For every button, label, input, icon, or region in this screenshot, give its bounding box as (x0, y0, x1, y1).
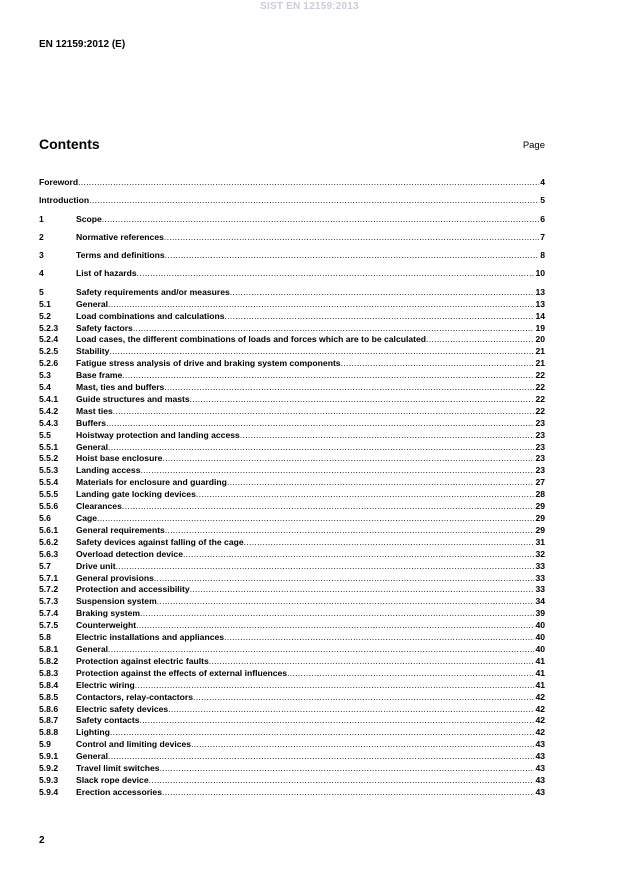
toc-entry-number: 2 (39, 231, 44, 242)
dot-leader (122, 501, 535, 513)
toc-entry[interactable] (39, 787, 545, 799)
toc-entry[interactable] (39, 232, 545, 244)
toc-entry-page: 22 (535, 393, 545, 404)
toc-entry-page: 42 (535, 727, 545, 738)
toc-entry-page: 41 (535, 679, 545, 690)
toc-entry[interactable] (39, 268, 545, 280)
toc-entry-title: Suspension system (76, 596, 157, 607)
toc-entry[interactable] (39, 704, 545, 716)
dot-leader (341, 358, 535, 370)
toc-entry-title: Safety requirements and/or measures (76, 286, 230, 297)
toc-entry-page: 39 (535, 608, 545, 619)
dot-leader (110, 727, 535, 739)
toc-entry-page: 34 (535, 596, 545, 607)
toc-entry-title: Foreword (39, 177, 79, 187)
toc-entry[interactable] (39, 561, 545, 573)
dot-leader (209, 656, 535, 668)
toc-entry-title: General (76, 298, 109, 309)
toc-entry[interactable] (39, 370, 545, 382)
toc-entry-page: 33 (535, 584, 545, 595)
toc-entry[interactable] (39, 406, 545, 418)
toc-entry-number: 5.5.3 (39, 465, 59, 476)
toc-entry-page: 41 (535, 667, 545, 678)
dot-leader (108, 442, 534, 454)
dot-leader (149, 775, 535, 787)
dot-leader (122, 370, 534, 382)
toc-entry-number: 5.7.3 (39, 596, 59, 607)
page-number: 2 (39, 835, 45, 846)
toc-entry-number: 5.5.4 (39, 477, 59, 488)
toc-entry-title: Load combinations and calculations (76, 310, 225, 321)
toc-entry[interactable] (39, 632, 545, 644)
toc-entry-title: Terms and definitions (76, 250, 165, 261)
toc-entry-page: 42 (535, 703, 545, 714)
toc-entry-number: 5.8.4 (39, 679, 59, 690)
toc-entry-number: 5.2.5 (39, 346, 59, 357)
dot-leader (190, 394, 535, 406)
toc-entry-page: 40 (535, 643, 545, 654)
toc-entry-title: General (76, 643, 109, 654)
toc-entry-number: 5.7.1 (39, 572, 59, 583)
toc-entry[interactable] (39, 250, 545, 262)
toc-entry-title: Lighting (76, 727, 110, 738)
toc-entry-page: 28 (535, 489, 545, 500)
toc-entry-title: Cage (76, 513, 98, 523)
toc-entry-page: 40 (535, 632, 545, 643)
toc-entry-number: 5.2.3 (39, 322, 59, 333)
toc-entry-number: 5.7.4 (39, 608, 59, 619)
toc-entry-number: 5.3 (39, 370, 51, 381)
toc-entry-number: 5.9.2 (39, 763, 59, 774)
toc-entry-page: 13 (535, 298, 545, 309)
dot-leader (168, 704, 534, 716)
toc-entry-title: Clearances (76, 501, 122, 512)
toc-entry-number: 5.4.3 (39, 417, 59, 428)
dot-leader (137, 268, 535, 280)
toc-entry-number: 5.9.4 (39, 786, 59, 797)
toc-entry-page: 8 (540, 250, 545, 261)
dot-leader (225, 311, 535, 323)
dot-leader (135, 680, 535, 692)
toc-entry-title: Protection against the effects of external influences (76, 667, 288, 678)
dot-leader (116, 561, 535, 573)
toc-entry[interactable] (39, 763, 545, 775)
toc-entry-page: 23 (535, 429, 545, 440)
toc-entry[interactable] (39, 465, 545, 477)
toc-entry-title: Load cases, the different combinations of loads and forces which are to be calculated (76, 334, 427, 345)
toc-entry-title: Introduction (39, 195, 90, 206)
toc-entry[interactable] (39, 751, 545, 763)
dot-leader (140, 608, 534, 620)
dot-leader (106, 418, 534, 430)
toc-entry-title: General requirements (76, 524, 165, 535)
toc-entry-page: 33 (535, 572, 545, 583)
watermark: SIST EN 12159:2013 (260, 1, 359, 12)
toc-entry-title: Electric installations and appliances (76, 632, 225, 643)
toc-entry[interactable] (39, 608, 545, 620)
toc-entry-number: 3 (39, 250, 44, 261)
dot-leader (162, 787, 534, 799)
toc-entry[interactable] (39, 668, 545, 680)
dot-leader (164, 382, 534, 394)
toc-entry[interactable] (39, 442, 545, 454)
toc-entry-number: 5.2.6 (39, 358, 59, 369)
toc-entry-number: 5.8.7 (39, 715, 59, 726)
toc-entry-title: Hoistway protection and landing access (76, 429, 240, 440)
page-column-label: Page (522, 140, 545, 151)
toc-entry-number: 5.8.1 (39, 643, 59, 654)
dot-leader (102, 214, 539, 226)
toc-entry[interactable] (39, 739, 545, 751)
toc-entry-title: Electric wiring (76, 679, 135, 690)
toc-entry[interactable] (39, 692, 545, 704)
toc-entry[interactable] (39, 537, 545, 549)
toc-entry-number: 5.5.5 (39, 489, 59, 500)
toc-entry[interactable] (39, 775, 545, 787)
toc-entry-title: Base frame (76, 370, 123, 381)
toc-entry[interactable] (39, 287, 545, 299)
dot-leader (108, 644, 534, 656)
toc-entry-title: Control and limiting devices (76, 739, 192, 750)
dot-leader (287, 668, 534, 680)
dot-leader (140, 465, 534, 477)
dot-leader (140, 715, 535, 727)
toc-entry-title: Stability (76, 346, 110, 357)
toc-entry-page: 23 (535, 441, 545, 452)
toc-entry[interactable] (39, 195, 545, 207)
toc-entry-page: 31 (535, 536, 545, 547)
toc-entry-page: 27 (535, 477, 545, 488)
toc-entry-number: 5.7.2 (39, 584, 59, 595)
toc-entry-number: 5.5.2 (39, 453, 59, 464)
toc-entry-number: 5.2 (39, 310, 51, 321)
toc-entry-title: Electric safety devices (76, 703, 169, 714)
toc-entry[interactable] (39, 430, 545, 442)
toc-entry-number: 1 (39, 213, 44, 224)
dot-leader (109, 346, 534, 358)
toc-entry-number: 5.4.2 (39, 405, 59, 416)
toc-entry[interactable] (39, 177, 545, 189)
toc-entry-page: 43 (535, 739, 545, 750)
dot-leader (157, 596, 535, 608)
toc-entry-page: 6 (540, 213, 545, 224)
dot-leader (426, 334, 534, 346)
toc-entry-number: 5.4 (39, 382, 51, 393)
toc-entry-title: Protection against electric faults (76, 655, 209, 666)
toc-entry-number: 5.5.1 (39, 441, 59, 452)
toc-entry-page: 22 (535, 405, 545, 416)
dot-leader (113, 406, 535, 418)
toc-entry[interactable] (39, 394, 545, 406)
toc-entry-title: Normative references (76, 231, 164, 242)
dot-leader (165, 525, 535, 537)
toc-entry-page: 10 (535, 268, 545, 279)
toc-entry-title: Counterweight (76, 620, 137, 631)
toc-entry-page: 43 (535, 786, 545, 797)
toc-entry-number: 5.6.1 (39, 524, 59, 535)
toc-entry-page: 29 (535, 513, 545, 523)
toc-entry-title: Protection and accessibility (76, 584, 190, 595)
toc-entry-title: Safety devices against falling of the cage (76, 536, 244, 547)
toc-entry-page: 43 (535, 751, 545, 762)
toc-entry[interactable] (39, 323, 545, 335)
toc-entry[interactable] (39, 346, 545, 358)
toc-entry-number: 5.8.2 (39, 655, 59, 666)
toc-entry-title: Mast ties (76, 405, 113, 416)
dot-leader (244, 537, 535, 549)
toc-entry-title: Mast, ties and buffers (76, 382, 165, 393)
toc-entry-number: 5.2.4 (39, 334, 59, 345)
toc-entry-page: 21 (535, 358, 545, 369)
toc-entry-title: Travel limit switches (76, 763, 160, 774)
toc-entry-number: 5.8.3 (39, 667, 59, 678)
toc-entry-number: 5.6.3 (39, 548, 59, 559)
toc-entry-number: 5.9.1 (39, 751, 59, 762)
dot-leader (240, 430, 535, 442)
toc-entry-page: 43 (535, 763, 545, 774)
toc-entry-page: 29 (535, 501, 545, 512)
toc-entry[interactable] (39, 453, 545, 465)
toc-entry-page: 29 (535, 524, 545, 535)
toc-entry-page: 43 (535, 774, 545, 785)
toc-entry-page: 22 (535, 382, 545, 393)
toc-entry-number: 5.9.3 (39, 774, 59, 785)
toc-entry[interactable] (39, 334, 545, 346)
toc-entry-title: General (76, 751, 109, 762)
toc-entry[interactable] (39, 501, 545, 513)
toc-entry-page: 23 (535, 453, 545, 464)
dot-leader (108, 751, 534, 763)
table-of-contents (39, 177, 545, 799)
toc-entry-page: 41 (535, 655, 545, 666)
toc-entry-page: 7 (540, 231, 545, 242)
toc-entry-title: Fatigue stress analysis of drive and braking system components (76, 358, 341, 369)
toc-entry-title: Safety factors (76, 322, 133, 333)
toc-entry-title: Scope (76, 213, 102, 224)
toc-entry[interactable] (39, 311, 545, 323)
dot-leader (183, 549, 534, 561)
toc-entry-page: 20 (535, 334, 545, 345)
toc-entry[interactable] (39, 549, 545, 561)
toc-entry-title: Guide structures and masts (76, 393, 190, 404)
toc-entry[interactable] (39, 299, 545, 311)
toc-entry-number: 5.6.2 (39, 536, 59, 547)
toc-entry-page: 14 (535, 310, 545, 321)
toc-entry[interactable] (39, 418, 545, 430)
toc-entry-number: 5.8.5 (39, 691, 59, 702)
toc-entry[interactable] (39, 513, 545, 525)
toc-entry-page: 40 (535, 620, 545, 631)
toc-entry-title: Safety contacts (76, 715, 140, 726)
dot-leader (78, 177, 539, 189)
dot-leader (154, 573, 535, 585)
toc-entry-number: 5 (39, 286, 44, 297)
toc-entry-title: General provisions (76, 572, 154, 583)
toc-entry[interactable] (39, 489, 545, 501)
toc-entry-page: 42 (535, 691, 545, 702)
toc-entry-number: 5.4.1 (39, 393, 59, 404)
dot-leader (160, 763, 535, 775)
dot-leader (97, 513, 534, 525)
dot-leader (230, 287, 535, 299)
toc-entry-title: Contactors, relay-contactors (76, 691, 194, 702)
toc-entry[interactable] (39, 525, 545, 537)
toc-entry-title: Braking system (76, 608, 141, 619)
toc-entry[interactable] (39, 680, 545, 692)
toc-entry-number: 5.6 (39, 513, 51, 523)
toc-entry-page: 22 (535, 370, 545, 381)
toc-entry-title: General (76, 441, 109, 452)
toc-entry-page: 19 (535, 322, 545, 333)
dot-leader (164, 232, 539, 244)
toc-entry-page: 33 (535, 560, 545, 571)
toc-entry[interactable] (39, 214, 545, 226)
toc-entry-title: Landing gate locking devices (76, 489, 196, 500)
toc-entry-page: 23 (535, 465, 545, 476)
dot-leader (227, 477, 535, 489)
contents-heading: Contents (39, 136, 100, 152)
toc-entry-number: 5.9 (39, 739, 51, 750)
dot-leader (193, 692, 534, 704)
toc-entry-title: Slack rope device (76, 774, 149, 785)
toc-entry-page: 13 (535, 286, 545, 297)
dot-leader (191, 739, 534, 751)
toc-entry[interactable] (39, 477, 545, 489)
toc-entry-title: Overload detection device (76, 548, 183, 559)
toc-entry-page: 32 (535, 548, 545, 559)
toc-entry[interactable] (39, 596, 545, 608)
dot-leader (89, 195, 539, 207)
dot-leader (136, 620, 534, 632)
toc-entry[interactable] (39, 727, 545, 739)
toc-entry[interactable] (39, 656, 545, 668)
toc-entry-title: Landing access (76, 465, 141, 476)
toc-entry-title: Buffers (76, 417, 107, 428)
toc-entry-page: 4 (540, 177, 545, 187)
dot-leader (190, 584, 535, 596)
toc-entry-title: Erection accessories (76, 786, 162, 797)
dot-leader (108, 299, 534, 311)
toc-entry-number: 5.1 (39, 298, 51, 309)
toc-entry-number: 5.7 (39, 560, 51, 571)
toc-entry-title: Materials for enclosure and guarding (76, 477, 227, 488)
toc-entry[interactable] (39, 382, 545, 394)
dot-leader (196, 489, 535, 501)
toc-entry-title: List of hazards (76, 268, 137, 279)
toc-entry[interactable] (39, 573, 545, 585)
toc-entry-page: 23 (535, 417, 545, 428)
toc-entry-number: 5.8 (39, 632, 51, 643)
toc-entry-page: 21 (535, 346, 545, 357)
dot-leader (165, 250, 540, 262)
dot-leader (224, 632, 534, 644)
toc-entry-number: 5.8.6 (39, 703, 59, 714)
dot-leader (133, 323, 535, 335)
toc-entry-number: 5.8.8 (39, 727, 59, 738)
toc-entry[interactable] (39, 715, 545, 727)
toc-entry-number: 4 (39, 268, 44, 279)
toc-entry[interactable] (39, 644, 545, 656)
dot-leader (162, 453, 534, 465)
document-id: EN 12159:2012 (E) (39, 39, 126, 50)
toc-entry[interactable] (39, 358, 545, 370)
toc-entry-number: 5.5.6 (39, 501, 59, 512)
toc-entry[interactable] (39, 620, 545, 632)
toc-entry-number: 5.7.5 (39, 620, 59, 631)
toc-entry-page: 42 (535, 715, 545, 726)
toc-entry-title: Hoist base enclosure (76, 453, 163, 464)
toc-entry-number: 5.5 (39, 429, 51, 440)
toc-entry-title: Drive unit (76, 560, 116, 571)
toc-entry[interactable] (39, 584, 545, 596)
toc-entry-page: 5 (540, 195, 545, 206)
